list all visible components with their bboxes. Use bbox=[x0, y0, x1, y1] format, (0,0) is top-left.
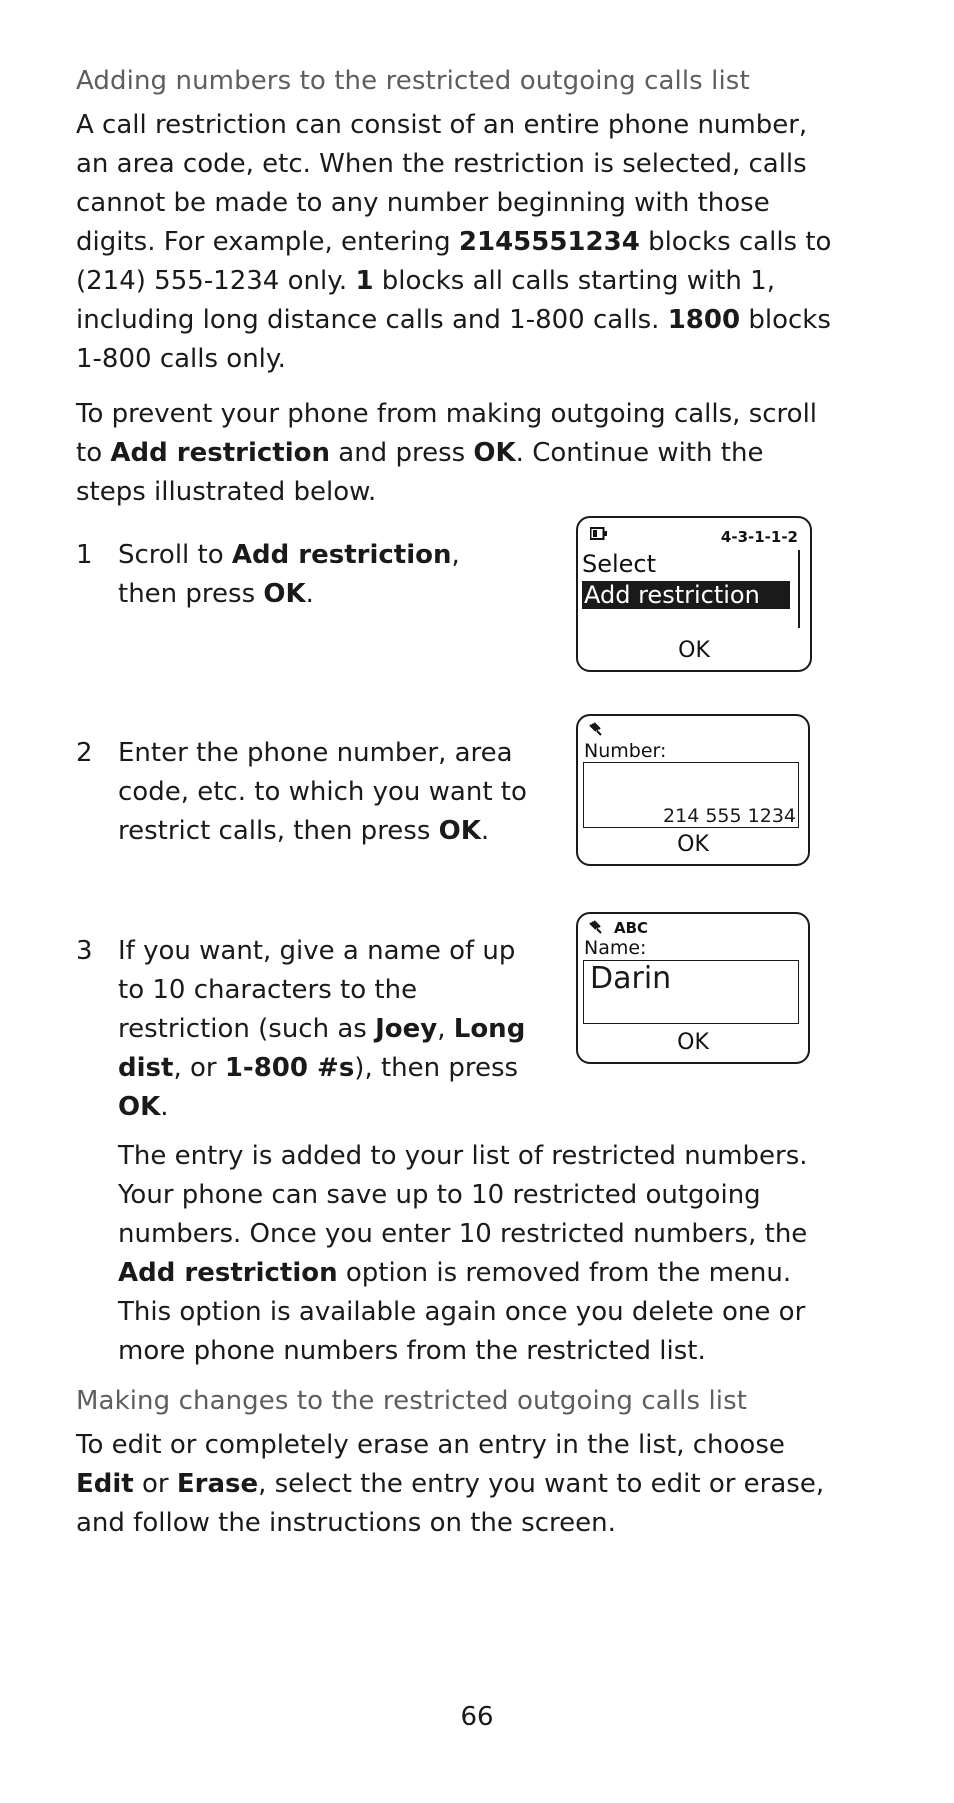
step-number: 2 bbox=[76, 738, 93, 768]
section-making-changes bbox=[76, 1386, 876, 1559]
name-field bbox=[583, 960, 799, 1024]
battery-icon bbox=[590, 526, 608, 544]
intro-paragraph: A call restriction can consist of an entire phone number, an area code, etc. When the restriction is selected, calls cannot be made to any number beginning with those digits. For example, entering 2145551234 blocks calls to (214) 555-1234 only. 1 blocks all calls starting with 1, including long distance calls and 1-800 calls. 1800 blocks 1-800 calls only. bbox=[76, 110, 832, 374]
step-text: Scroll to Add restriction, then press OK. bbox=[118, 540, 460, 609]
section-heading-making-changes: Making changes to the restricted outgoing calls list bbox=[76, 1386, 748, 1416]
step-text: If you want, give a name of up to 10 characters to the restriction (such as Joey, Long dist, or 1-800 #s), then press OK. bbox=[118, 936, 526, 1122]
ok-softkey: OK bbox=[678, 638, 710, 663]
phone-screen-select bbox=[576, 516, 812, 672]
screen-title: Select bbox=[582, 550, 657, 578]
step-number: 1 bbox=[76, 540, 93, 570]
menu-path: 4-3-1-1-2 bbox=[720, 528, 798, 546]
highlighted-menu-item: Add restriction bbox=[582, 581, 790, 609]
pen-icon bbox=[588, 722, 608, 740]
number-field bbox=[583, 762, 799, 828]
number-label: Number: bbox=[584, 740, 667, 762]
page-number: 66 bbox=[460, 1702, 494, 1732]
step-3-followup: The entry is added to your list of restricted numbers. Your phone can save up to 10 restricted outgoing numbers. Once you enter 10 restricted numbers, the Add restriction option is removed from the menu. This option is available again once you delete one or more phone numbers from the restricted list. bbox=[118, 1141, 808, 1366]
ok-softkey: OK bbox=[677, 832, 709, 857]
phone-screen-name bbox=[576, 912, 810, 1064]
input-mode: ABC bbox=[614, 919, 649, 937]
edit-paragraph: To edit or completely erase an entry in the list, choose Edit or Erase, select the entry you want to edit or erase, and follow the instructions on the screen. bbox=[76, 1430, 825, 1538]
pen-icon bbox=[588, 920, 608, 938]
instruction-paragraph: To prevent your phone from making outgoing calls, scroll to Add restriction and press OK. Continue with the steps illustrated below. bbox=[76, 399, 818, 507]
scrollbar bbox=[798, 550, 800, 628]
step-number: 3 bbox=[76, 936, 93, 966]
name-value: Darin bbox=[590, 961, 672, 996]
phone-screen-number bbox=[576, 714, 810, 866]
ok-softkey: OK bbox=[677, 1030, 709, 1055]
name-label: Name: bbox=[584, 937, 647, 959]
section-heading-adding: Adding numbers to the restricted outgoing calls list bbox=[76, 66, 750, 96]
step-text: Enter the phone number, area code, etc. to which you want to restrict calls, then press OK. bbox=[118, 738, 527, 846]
number-value: 214 555 1234 bbox=[663, 805, 796, 827]
